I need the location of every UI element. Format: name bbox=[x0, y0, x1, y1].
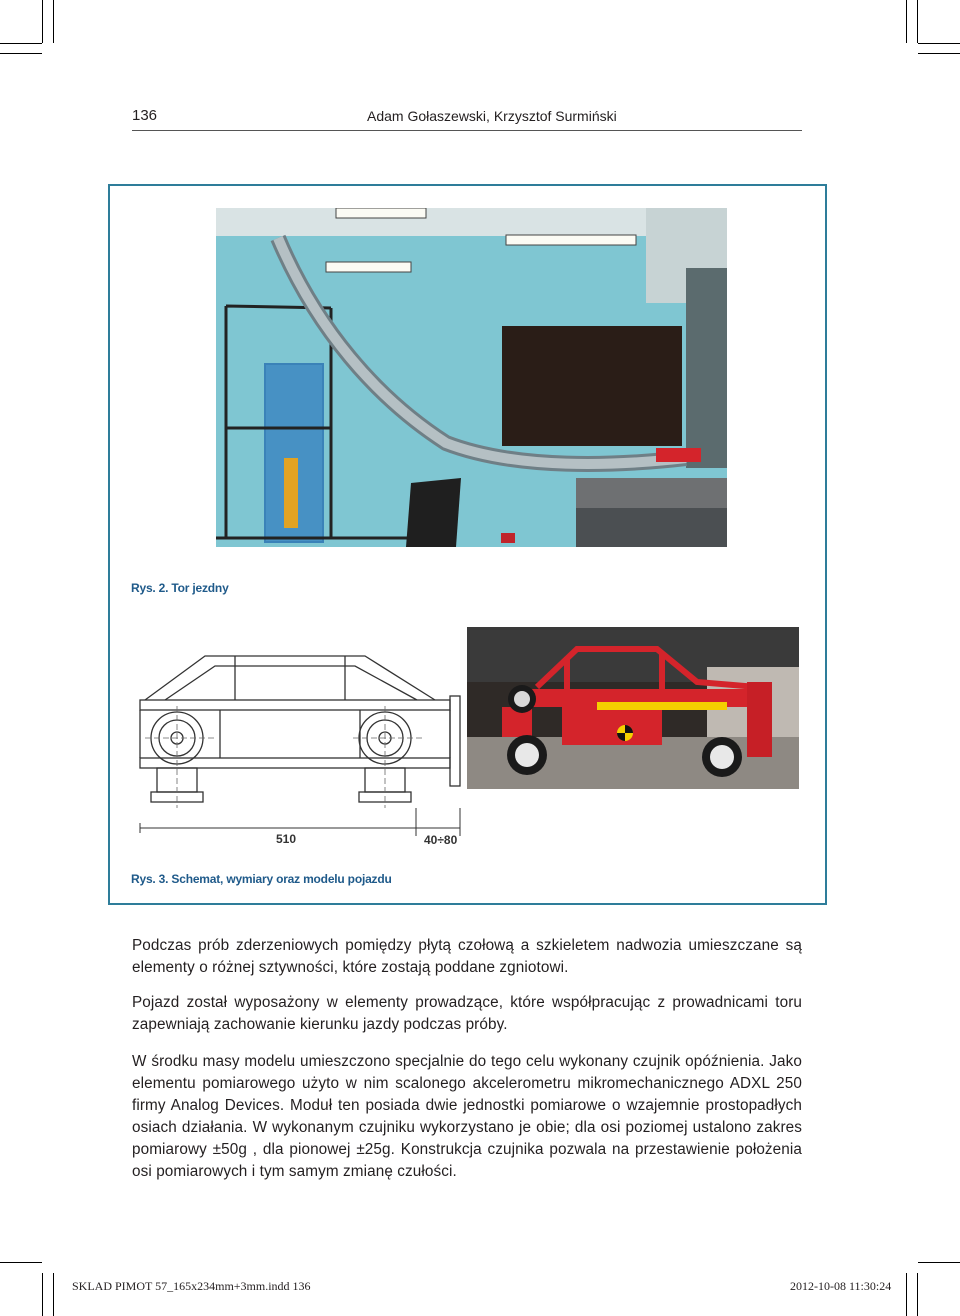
header-rule bbox=[132, 130, 802, 131]
figure-2-caption: Rys. 2. Tor jezdny bbox=[131, 581, 229, 595]
slug-filename: SKLAD PIMOT 57_165x234mm+3mm.indd 136 bbox=[72, 1279, 311, 1293]
slug-datetime: 2012-10-08 11:30:24 bbox=[790, 1279, 892, 1293]
running-header-authors: Adam Gołaszewski, Krzysztof Surmiński bbox=[367, 108, 617, 124]
dimension-40-80: 40÷80 bbox=[424, 833, 458, 847]
figure-3-caption: Rys. 3. Schemat, wymiary oraz modelu pojazdu bbox=[131, 872, 392, 886]
page-number: 136 bbox=[132, 107, 158, 124]
paragraph-2: Pojazd został wyposażony w elementy prowadzące, które współpracując z prowadnicami toru zapewniają zachowanie kierunku jazdy podczas próby. bbox=[132, 994, 802, 1033]
dimension-510: 510 bbox=[276, 832, 297, 846]
photo-car-model-icon bbox=[467, 627, 799, 789]
photo-track-icon bbox=[216, 208, 727, 547]
vehicle-schematic-drawing bbox=[135, 648, 470, 848]
paragraph-3: W środku masy modelu umieszczono specjalnie do tego celu wykonany czujnik opóźnienia. Jako elementu pomiarowego użyto w nim scalonego akcelerometru mikromechanicznego ADXL 250 firmy Analog Devices. Moduł ten posiada dwie jednostki pomiarowe o wzajemnie prostopadłych osiach działania. W wykonanym czujniku wykorzystano je obie; dla osi poziomej ustalono zakres pomiarowy ±50g , dla pionowej ±25g. Konstrukcja czujnika pozwala na przestawienie położenia osi pomiarowych i tym samym zmianę czułości. bbox=[132, 1053, 802, 1180]
paragraph-1: Podczas prób zderzeniowych pomiędzy płytą czołową a szkieletem nadwozia umieszczane są elementy o różnej sztywności, które zostają poddane zgniotowi. bbox=[132, 937, 802, 976]
